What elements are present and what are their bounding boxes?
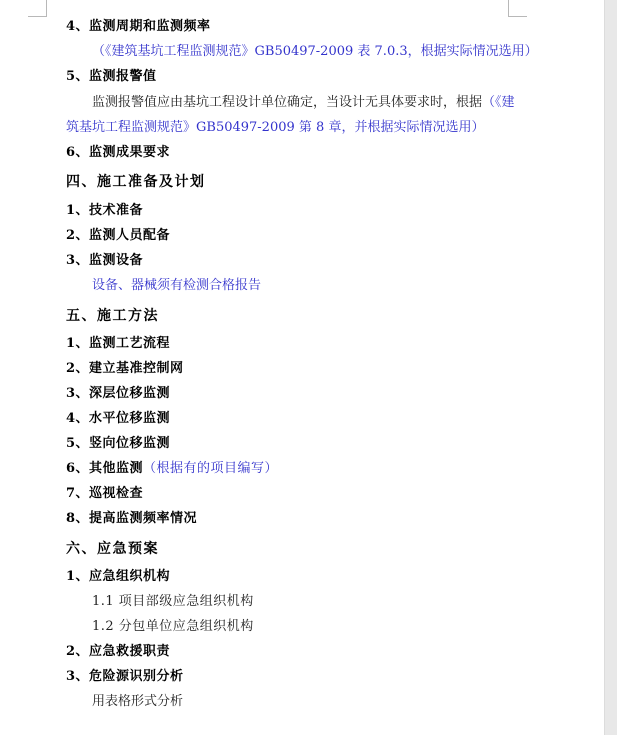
heading-emergency-organization: 1、应急组织机构 bbox=[66, 569, 171, 584]
heading-rescue-duties: 2、应急救援职责 bbox=[66, 644, 171, 659]
paragraph-alarm-value-ref: （《建 bbox=[482, 95, 515, 110]
heading-control-network: 2、建立基准控制网 bbox=[66, 361, 184, 376]
note-other-monitoring: （根据有的项目编写） bbox=[143, 461, 279, 476]
heading-inspection: 7、巡视检查 bbox=[66, 486, 144, 501]
heading-monitoring-cycle: 4、监测周期和监测频率 bbox=[66, 19, 211, 34]
vertical-scrollbar[interactable] bbox=[604, 0, 617, 735]
subheading-subcontractor-org: 1.2 分包单位应急组织机构 bbox=[92, 619, 254, 634]
heading-deep-displacement: 3、深层位移监测 bbox=[66, 386, 171, 401]
heading-monitoring-results: 6、监测成果要求 bbox=[66, 145, 171, 160]
heading-process-flow: 1、监测工艺流程 bbox=[66, 336, 171, 351]
heading-alarm-value: 5、监测报警值 bbox=[66, 69, 157, 84]
heading-equipment: 3、监测设备 bbox=[66, 253, 144, 268]
heading-staffing: 2、监测人员配备 bbox=[66, 228, 171, 243]
heading-increase-frequency: 8、提高监测频率情况 bbox=[66, 511, 198, 526]
chapter-heading-preparation: 四、施工准备及计划 bbox=[66, 174, 206, 190]
paragraph-alarm-value-line1 bbox=[92, 95, 515, 111]
heading-hazard-identification: 3、危险源识别分析 bbox=[66, 669, 184, 684]
subheading-project-level-org: 1.1 项目部级应急组织机构 bbox=[92, 594, 254, 609]
heading-vertical-displacement: 5、竖向位移监测 bbox=[66, 436, 171, 451]
heading-horizontal-displacement: 4、水平位移监测 bbox=[66, 411, 171, 426]
page-corner-mark-left bbox=[28, 0, 47, 17]
chapter-heading-emergency: 六、应急预案 bbox=[66, 541, 159, 557]
note-equipment-certificate: 设备、器械须有检测合格报告 bbox=[92, 278, 262, 293]
paragraph-alarm-value-line2: 筑基坑工程监测规范》GB50497-2009 第 8 章，并根据实际情况选用） bbox=[66, 120, 485, 135]
note-monitoring-frequency: （《建筑基坑工程监测规范》GB50497-2009 表 7.0.3，根据实际情况选用） bbox=[92, 44, 538, 59]
page-corner-mark-right bbox=[508, 0, 527, 17]
paragraph-alarm-value-text: 监测报警值应由基坑工程设计单位确定，当设计无具体要求时，根据 bbox=[92, 95, 483, 110]
heading-other-monitoring-label: 6、其他监测 bbox=[66, 461, 144, 476]
note-table-analysis: 用表格形式分析 bbox=[92, 694, 184, 709]
heading-other-monitoring bbox=[66, 461, 278, 477]
chapter-heading-methods: 五、施工方法 bbox=[66, 308, 159, 324]
heading-technical-prep: 1、技术准备 bbox=[66, 203, 144, 218]
